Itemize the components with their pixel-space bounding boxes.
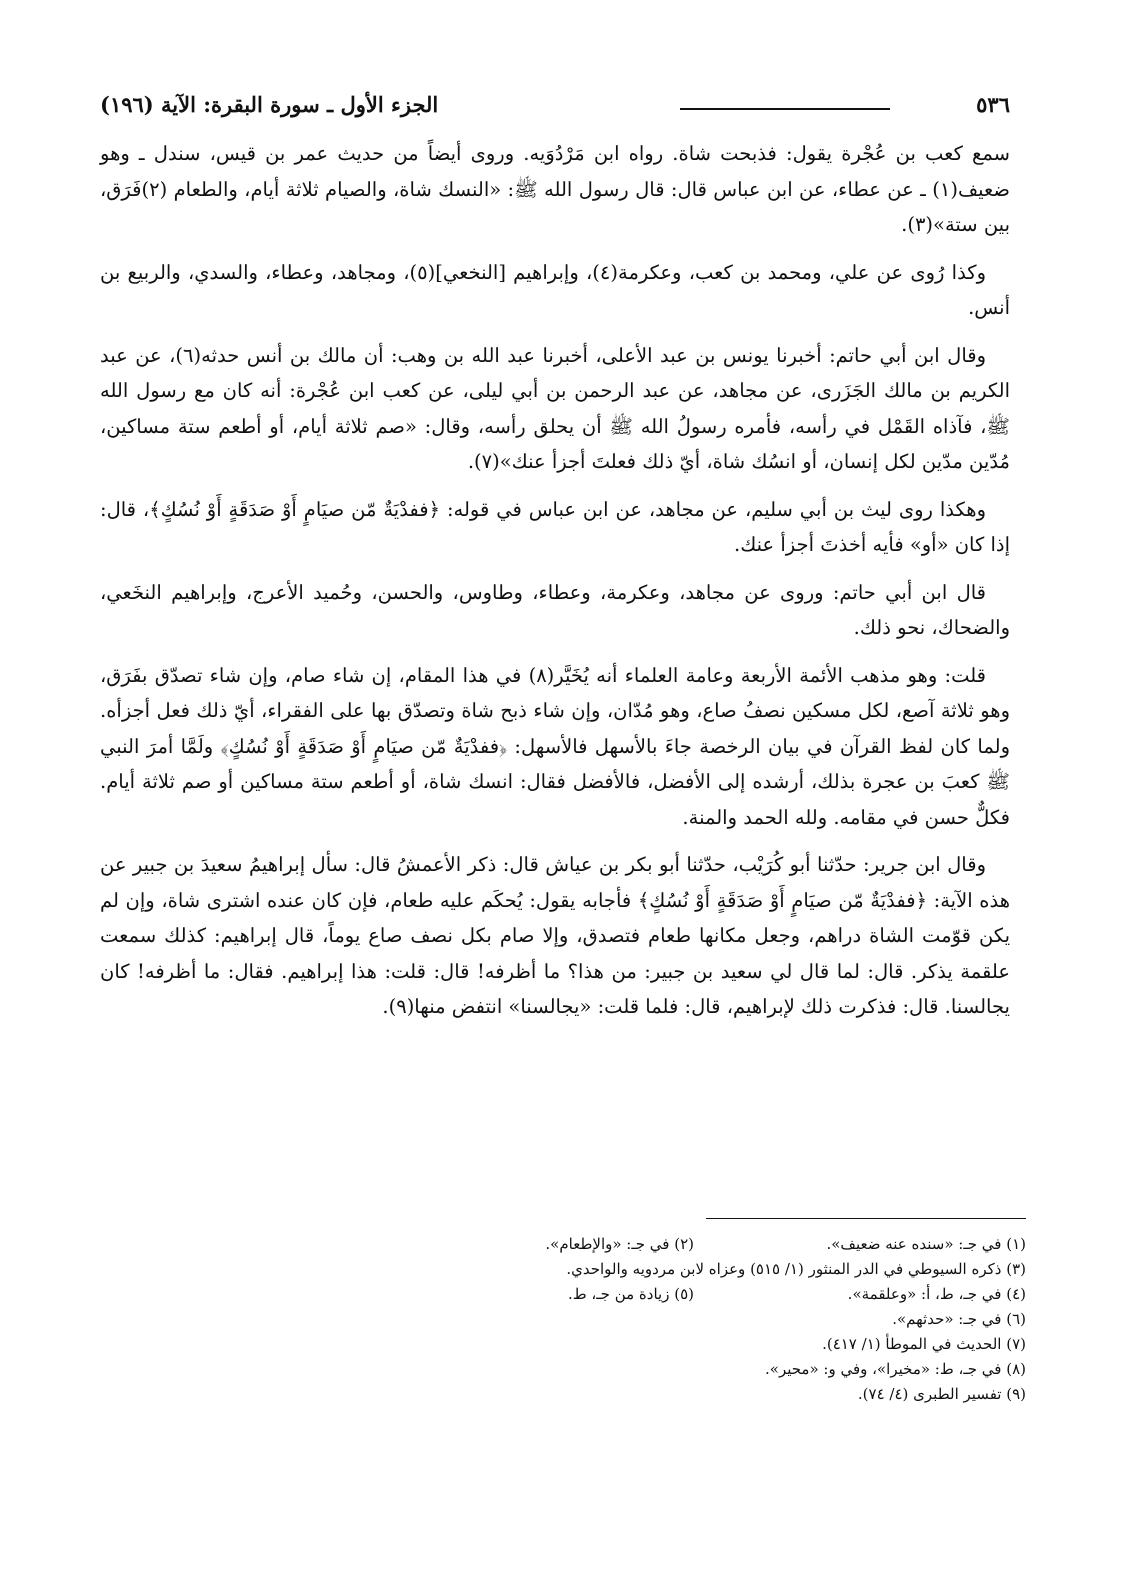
footnote: (٣) ذكره السيوطي في الدر المنثور (١/ ٥١٥) وعزاه لابن مردويه والواحدي. xyxy=(566,1260,1026,1278)
footnote: (٧) الحديث في الموطأ (١/ ٤١٧). xyxy=(822,1335,1026,1353)
footnote-divider xyxy=(706,1218,1026,1219)
paragraph: قلت: وهو مذهب الأئمة الأربعة وعامة العلماء أنه يُخَيَّر(٨) في هذا المقام، إن شاء صام، وإن شاء تصدّق بفَرَق، وهو ثلاثة آصع، لكل مسكين نصفُ صاع، وهو مُدّان، وإن شاء ذبح شاة وتصدّق بها على الفقراء، أيّ ذلك فعل أجزأه. ولما كان لفظ القرآن في بيان الرخصة جاءَ بالأسهل فالأسهل: ﴿ففدْيَةٌ مّن صيَامٍ أَوْ صَدَقَةٍ أَوْ نُسُكٍ﴾ ولَمَّا أمرَ النبي ﷺ كعبَ بن عجرة بذلك، أرشده إلى الأفضل، فالأفضل فقال: انسك شاة، أو أطعم ستة مساكين أو صم ثلاثة أيام. فكلٌّ حسن في مقامه. ولله الحمد والمنة. xyxy=(100,663,1010,829)
paragraph: وقال ابن جرير: حدّثنا أبو كُرَيْب، حدّثنا أبو بكر بن عياش قال: ذكر الأعمشُ قال: سأل إبراهيمُ سعيدَ بن جبير عن هذه الآية: ﴿ففدْيَةٌ مّن صيَامٍ أَوْ صَدَقَةٍ أَوْ نُسُكٍ﴾ فأجابه يقول: يُحكَم عليه طعام، فإن كان عنده اشترى شاة، وإن لم يكن قوّمت الشاة دراهم، وجعل مكانها طعام فتصدق، وإلا صام بكل نصف صاع يوماً، قال إبراهيم: كذلك سمعت علقمة يذكر. قال: لما قال لي سعيد بن جبير: من هذا؟ ما أظرفه! قال: قلت: هذا إبراهيم. فقال: ما أظرفه! كان يجالسنا. قال: فذكرت ذلك لإبراهيم، قال: فلما قلت: «يجالسنا» انتفض منها(٩). xyxy=(100,853,1010,1018)
paragraph: وكذا رُوى عن علي، ومحمد بن كعب، وعكرمة(٤)، وإبراهيم [النخعي](٥)، ومجاهد، وعطاء، والسدي، والربيع بن أنس. xyxy=(100,260,1010,319)
footnote-row xyxy=(326,1282,1026,1307)
footnote: (٤) في جـ، ط، أ: «وعلقمة». xyxy=(847,1285,1026,1303)
page-header xyxy=(100,92,1010,132)
footnote: (٨) في جـ، ط: «مخيرا»، وفي و: «محير». xyxy=(765,1360,1026,1378)
footnote-row xyxy=(326,1382,1026,1407)
footnote: (٢) في جـ: «والإطعام». xyxy=(545,1235,694,1253)
paragraph: وهكذا روى ليث بن أبي سليم، عن مجاهد، عن ابن عباس في قوله: ﴿ففدْيَةٌ مّن صيَامٍ أَوْ صَدَقَةٍ أَوْ نُسُكٍ﴾، قال: إذا كان «أو» فأيه أخذتَ أجزأ عنك. xyxy=(100,497,1010,556)
footnote-row xyxy=(326,1257,1026,1282)
paragraph: قال ابن أبي حاتم: وروى عن مجاهد، وعكرمة، وعطاء، وطاوس، والحسن، وحُميد الأعرج، وإبراهيم النخَعي، والضحاك، نحو ذلك. xyxy=(100,580,1010,639)
footnote-row xyxy=(326,1307,1026,1332)
paragraph: وقال ابن أبي حاتم: أخبرنا يونس بن عبد الأعلى، أخبرنا عبد الله بن وهب: أن مالك بن أنس حدثه(٦)، عن عبد الكريم بن مالك الجَزَرى، عن مجاهد، عن عبد الرحمن بن أبي ليلى، عن كعب ابن عُجْرة: أنه كان مع رسول الله ﷺ، فآذاه القَمْل في رأسه، فأمره رسولُ الله ﷺ أن يحلق رأسه، وقال: «صم ثلاثة أيام، أو أطعم ستة مساكين، مُدّين مدّين لكل إنسان، أو انسُك شاة، أيّ ذلك فعلتَ أجزأ عنك»(٧). xyxy=(100,343,1010,473)
main-text xyxy=(100,136,1010,1037)
footnote: (٩) تفسير الطبرى (٤/ ٧٤). xyxy=(857,1385,1026,1403)
header-rule xyxy=(680,108,890,110)
footnote: (٦) في جـ: «حدثهم». xyxy=(892,1310,1026,1328)
footnote-row xyxy=(326,1357,1026,1382)
page-number: ٥٣٦ xyxy=(976,92,1010,117)
footnote: (١) في جـ: «سنده عنه ضعيف». xyxy=(826,1235,1026,1253)
running-title: الجزء الأول ـ سورة البقرة: الآية (١٩٦) xyxy=(100,92,439,117)
footnote: (٥) زيادة من جـ، ط. xyxy=(568,1285,694,1303)
paragraph: سمع كعب بن عُجْرة يقول: فذبحت شاة. رواه ابن مَرْدُوَيه. وروى أيضاً من حديث عمر بن قيس، سندل ـ وهو ضعيف(١) ـ عن عطاء، عن ابن عباس قال: قال رسول الله ﷺ: «النسك شاة، والصيام ثلاثة أيام، والطعام (٢)فَرَق، بين ستة»(٣). xyxy=(100,142,1010,236)
footnote-row xyxy=(326,1232,1026,1257)
footnotes xyxy=(326,1232,1026,1407)
footnote-row xyxy=(326,1332,1026,1357)
